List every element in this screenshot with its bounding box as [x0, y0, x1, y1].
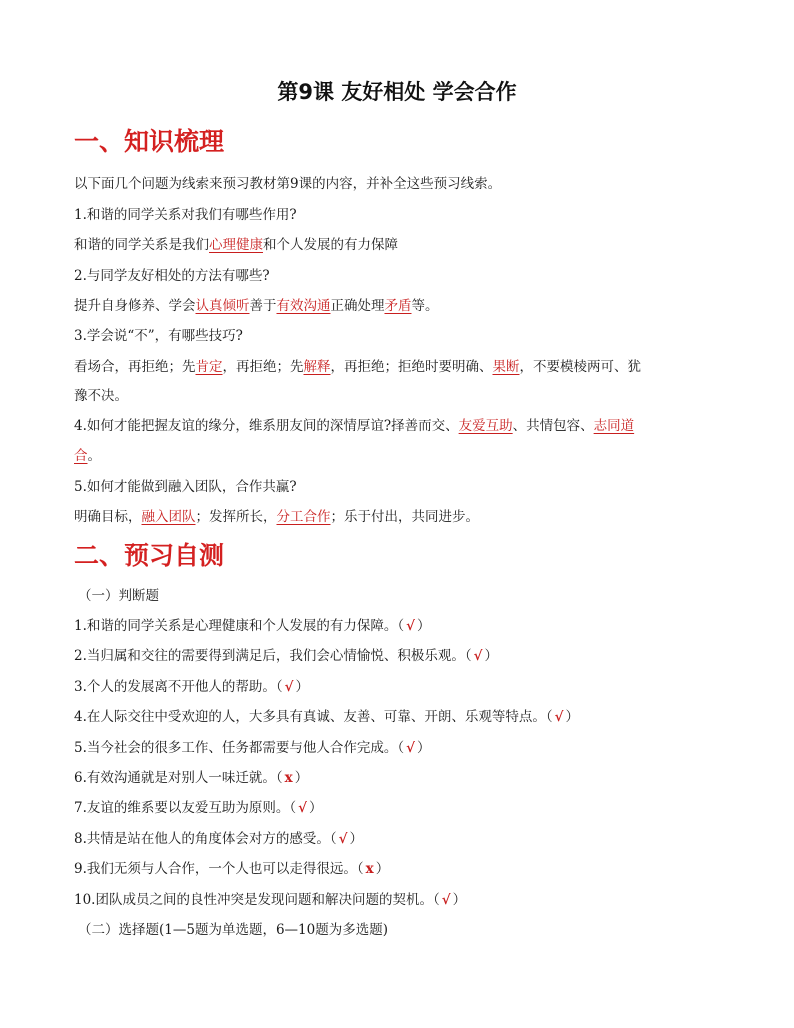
answer-text: 和个人发展的有力保障 — [263, 237, 398, 253]
paren-close: ） — [294, 770, 309, 786]
judgment-text: 9.我们无须与人合作，一个人也可以走得很远。 — [74, 861, 357, 878]
judgment-item — [74, 736, 431, 756]
answer-blank: 认真倾听 — [195, 298, 250, 314]
paren-open: （ — [275, 678, 283, 695]
check-mark-icon: √ — [284, 678, 294, 695]
answer-text: ；发挥所长， — [195, 509, 277, 525]
answer-blank: 融入团队 — [141, 509, 196, 525]
paren-open: （ — [397, 618, 405, 634]
paren-open: （ — [464, 648, 472, 665]
question-text: 。 — [87, 448, 101, 464]
subsection-choice: （二）选择题(1—5题为单选题，6—10题为多选题) — [78, 922, 388, 938]
cross-mark-icon: x — [365, 861, 374, 878]
answer-text: ；乐于付出，共同进步。 — [330, 509, 479, 525]
answer-blank: 心理健康 — [209, 237, 263, 253]
check-mark-icon: √ — [473, 648, 483, 665]
paren-open: （ — [397, 739, 405, 756]
answer-blank: 肯定 — [195, 359, 223, 375]
answer-blank: 解释 — [303, 359, 331, 375]
page-title: 第9课 友好相处 学会合作 — [277, 80, 517, 104]
answer-text: 提升自身修养、学会 — [74, 298, 196, 314]
judgment-item — [74, 705, 579, 725]
answer-3 — [74, 355, 641, 375]
judgment-text: 1.和谐的同学关系是心理健康和个人发展的有力保障。 — [74, 618, 398, 634]
judgment-item — [74, 796, 323, 816]
cross-mark-icon: x — [284, 770, 293, 786]
judgment-item — [74, 644, 498, 664]
judgment-text: 3.个人的发展离不开他人的帮助。 — [74, 678, 276, 695]
section-heading-knowledge: 一、知识梳理 — [74, 127, 225, 156]
paren-open: （ — [329, 830, 337, 847]
question-5: 5.如何才能做到融入团队，合作共赢? — [74, 479, 297, 495]
paren-close: ） — [452, 891, 467, 908]
answer-2 — [74, 294, 439, 314]
judgment-item — [74, 857, 389, 877]
judgment-text: 5.当今社会的很多工作、任务都需要与他人合作完成。 — [74, 739, 398, 756]
section-heading-self-test: 二、预习自测 — [74, 541, 225, 570]
judgment-text: 4.在人际交往中受欢迎的人，大多具有真诚、友善、可靠、开朗、乐观等特点。 — [74, 709, 546, 726]
answer-blank: 有效沟通 — [276, 298, 331, 314]
answer-blank: 志同道 — [593, 418, 635, 434]
question-4 — [74, 414, 634, 434]
answer-text: ，再拒绝；拒绝时要明确、 — [330, 359, 493, 375]
judgment-item — [74, 675, 309, 695]
answer-blank: 合 — [74, 448, 88, 464]
intro-text: 以下面几个问题为线索来预习教材第9课的内容，并补全这些预习线索。 — [74, 176, 502, 192]
paren-close: ） — [484, 648, 499, 665]
answer-text: 看场合，再拒绝；先 — [74, 359, 196, 375]
check-mark-icon: √ — [406, 739, 416, 756]
question-2: 2.与同学友好相处的方法有哪些? — [74, 268, 270, 284]
check-mark-icon: √ — [554, 709, 564, 726]
judgment-text: 10.团队成员之间的良性冲突是发现问题和解决问题的契机。 — [74, 891, 433, 908]
question-3: 3.学会说“不”，有哪些技巧? — [74, 328, 243, 344]
paren-open: （ — [432, 891, 440, 908]
judgment-item — [74, 827, 363, 847]
paren-open: （ — [289, 800, 297, 817]
paren-open: （ — [356, 861, 364, 878]
answer-3-cont: 豫不决。 — [74, 388, 128, 404]
paren-open: （ — [275, 770, 283, 786]
subsection-judgment: （一）判断题 — [78, 588, 159, 604]
judgment-text: 8.共情是站在他人的角度体会对方的感受。 — [74, 830, 330, 847]
answer-blank: 友爱互助 — [458, 418, 513, 434]
question-1: 1.和谐的同学关系对我们有哪些作用? — [74, 207, 297, 223]
judgment-item — [74, 766, 308, 786]
question-text: 4.如何才能把握友谊的缘分，维系朋友间的深情厚谊?择善而交、 — [74, 418, 459, 434]
judgment-item — [74, 888, 466, 908]
paren-close: ） — [295, 678, 310, 695]
answer-text: ，再拒绝；先 — [222, 359, 304, 375]
paren-close: ） — [349, 830, 364, 847]
answer-text: 善于 — [249, 298, 277, 314]
check-mark-icon: √ — [441, 891, 451, 908]
answer-text: 和谐的同学关系是我们 — [74, 237, 209, 253]
answer-1 — [74, 233, 398, 253]
question-4-cont — [74, 444, 101, 464]
paren-close: ） — [417, 618, 431, 634]
paren-open: （ — [545, 709, 553, 726]
check-mark-icon: √ — [406, 618, 416, 634]
judgment-text: 7.友谊的维系要以友爱互助为原则。 — [74, 800, 290, 817]
paren-close: ） — [417, 739, 431, 756]
question-text: 、共情包容、 — [512, 418, 594, 434]
answer-text: 正确处理 — [330, 298, 385, 314]
answer-blank: 矛盾 — [384, 298, 412, 314]
check-mark-icon: √ — [298, 800, 308, 817]
answer-5 — [74, 505, 479, 525]
answer-text: 明确目标， — [74, 509, 142, 525]
answer-text: ，不要模棱两可、犹 — [519, 359, 641, 375]
judgment-item — [74, 614, 431, 634]
paren-close: ） — [375, 861, 390, 878]
judgment-text: 6.有效沟通就是对别人一味迁就。 — [74, 770, 276, 786]
paren-close: ） — [309, 800, 323, 817]
paren-close: ） — [565, 709, 580, 726]
check-mark-icon: √ — [338, 830, 348, 847]
answer-blank: 分工合作 — [276, 509, 331, 525]
answer-blank: 果断 — [492, 359, 520, 375]
answer-text: 等。 — [411, 298, 439, 314]
judgment-text: 2.当归属和交往的需要得到满足后，我们会心情愉悦、积极乐观。 — [74, 648, 465, 665]
